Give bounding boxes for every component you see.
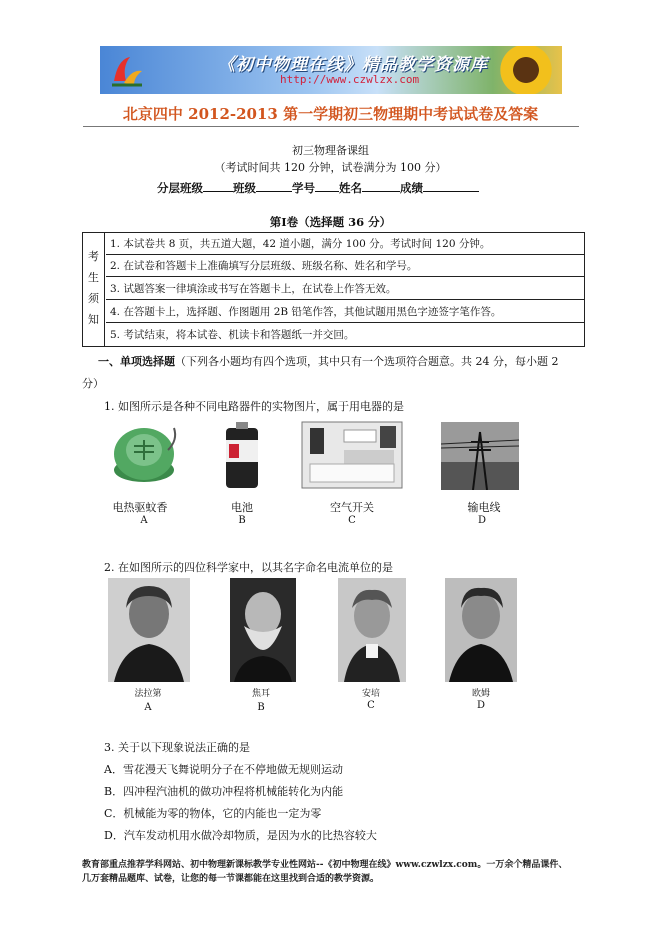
title-divider: [83, 126, 579, 127]
option-letter: B: [238, 515, 246, 526]
battery-image: [222, 422, 262, 490]
page-footer: [82, 858, 602, 886]
student-info-line: [157, 179, 479, 196]
option-caption: 焦耳: [251, 689, 270, 699]
blank-line: [315, 179, 339, 192]
notice-label: [83, 233, 105, 346]
exam-notice-table: [82, 232, 585, 347]
faraday-portrait: [108, 578, 190, 682]
option-caption: 电热驱蚊香: [112, 501, 168, 514]
option-caption: 法拉第: [134, 689, 162, 699]
option-letter: C: [367, 700, 375, 711]
notice-item: 1. 本试卷共 8 页，共五道大题，42 道小题，满分 100 分。考试时间 120 分钟。: [106, 233, 584, 255]
option-letter: B: [257, 702, 265, 713]
option-text: D．汽车发动机用水做冷却物质，是因为水的比热容较大: [104, 829, 377, 842]
power-line-image: [441, 422, 519, 490]
mosquito-repeller-image: [108, 420, 180, 488]
footer-line: 教育部重点推荐学科网站、初中物理新课标教学专业性网站--《初中物理在线》www.czwlzx.com。一万余个精品课件、: [82, 860, 568, 870]
option-text: B．四冲程汽油机的做功冲程将机械能转化为内能: [104, 785, 344, 798]
option-letter: A: [144, 702, 152, 713]
ohm-portrait: [445, 578, 517, 682]
notice-item: 5. 考试结束，将本试卷、机读卡和答题纸一并交回。: [110, 329, 355, 341]
option-letter: A: [140, 515, 148, 526]
banner-url[interactable]: http://www.czwlzx.com: [280, 73, 420, 86]
question-2: 2. 在如图所示的四位科学家中，以其名字命名电流单位的是: [104, 561, 393, 574]
notice-label-char: 须: [88, 292, 99, 305]
site-banner: [100, 46, 562, 94]
question-3: 3. 关于以下现象说法正确的是: [104, 741, 250, 754]
question-1: 1. 如图所示是各种不同电路器件的实物图片，属于用电器的是: [104, 400, 404, 413]
info-field-class: 班级: [233, 181, 256, 195]
section-heading: 一、单项选择题: [98, 355, 175, 368]
info-field-class-group: 分层班级: [157, 181, 203, 195]
exam-note: （考试时间共 120 分钟，试卷满分为 100 分）: [214, 161, 447, 174]
section-desc-cont: 分）: [82, 377, 104, 390]
option-caption: 空气开关: [330, 501, 374, 514]
blank-line: [423, 179, 479, 192]
option-text: A．雪花漫天飞舞说明分子在不停地做无规则运动: [104, 763, 343, 776]
section-desc: （下列各小题均有四个选项，其中只有一个选项符合题意。共 24 分，每小题 2: [175, 355, 559, 368]
subtitle: 初三物理备课组: [292, 144, 369, 157]
option-caption: 输电线: [467, 501, 501, 514]
option-letter: D: [477, 515, 487, 526]
sunflower-icon: [496, 46, 556, 94]
page-title: 北京四中 2012-2013 第一学期初三物理期中考试试卷及答案: [122, 105, 539, 123]
option-letter: C: [348, 515, 356, 526]
part-title: 第Ⅰ卷（选择题 36 分）: [269, 215, 392, 229]
site-logo-icon: [108, 51, 146, 89]
notice-label-char: 生: [88, 271, 99, 284]
notice-item: 3. 试题答案一律填涂或书写在答题卡上，在试卷上作答无效。: [106, 278, 584, 300]
option-caption: 电池: [231, 501, 253, 514]
option-letter: D: [476, 700, 486, 711]
joule-portrait: [230, 578, 296, 682]
blank-line: [362, 179, 400, 192]
option-caption: 欧姆: [471, 689, 490, 699]
footer-line: 几万套精品题库、试卷，让您的每一节课都能在这里找到合适的教学资源。: [82, 874, 380, 884]
air-switch-image: [300, 420, 404, 490]
info-field-number: 学号: [292, 181, 315, 195]
blank-line: [256, 179, 292, 192]
notice-item: 4. 在答题卡上，选择题、作图题用 2B 铅笔作答，其他试题用黑色字迹签字笔作答。: [106, 301, 584, 323]
option-text: C．机械能为零的物体，它的内能也一定为零: [104, 807, 322, 820]
ampere-portrait: [338, 578, 406, 682]
info-field-score: 成绩: [400, 181, 423, 195]
option-caption: 安培: [361, 689, 380, 699]
section-heading-line: [98, 353, 558, 369]
notice-label-char: 考: [88, 250, 99, 263]
info-field-name: 姓名: [339, 181, 362, 195]
notice-label-char: 知: [88, 313, 99, 326]
banner-site-name: 《初中物理在线》精品教学资源库: [218, 55, 488, 75]
blank-line: [203, 179, 233, 192]
notice-item: 2. 在试卷和答题卡上准确填写分层班级、班级名称、姓名和学号。: [106, 255, 584, 277]
